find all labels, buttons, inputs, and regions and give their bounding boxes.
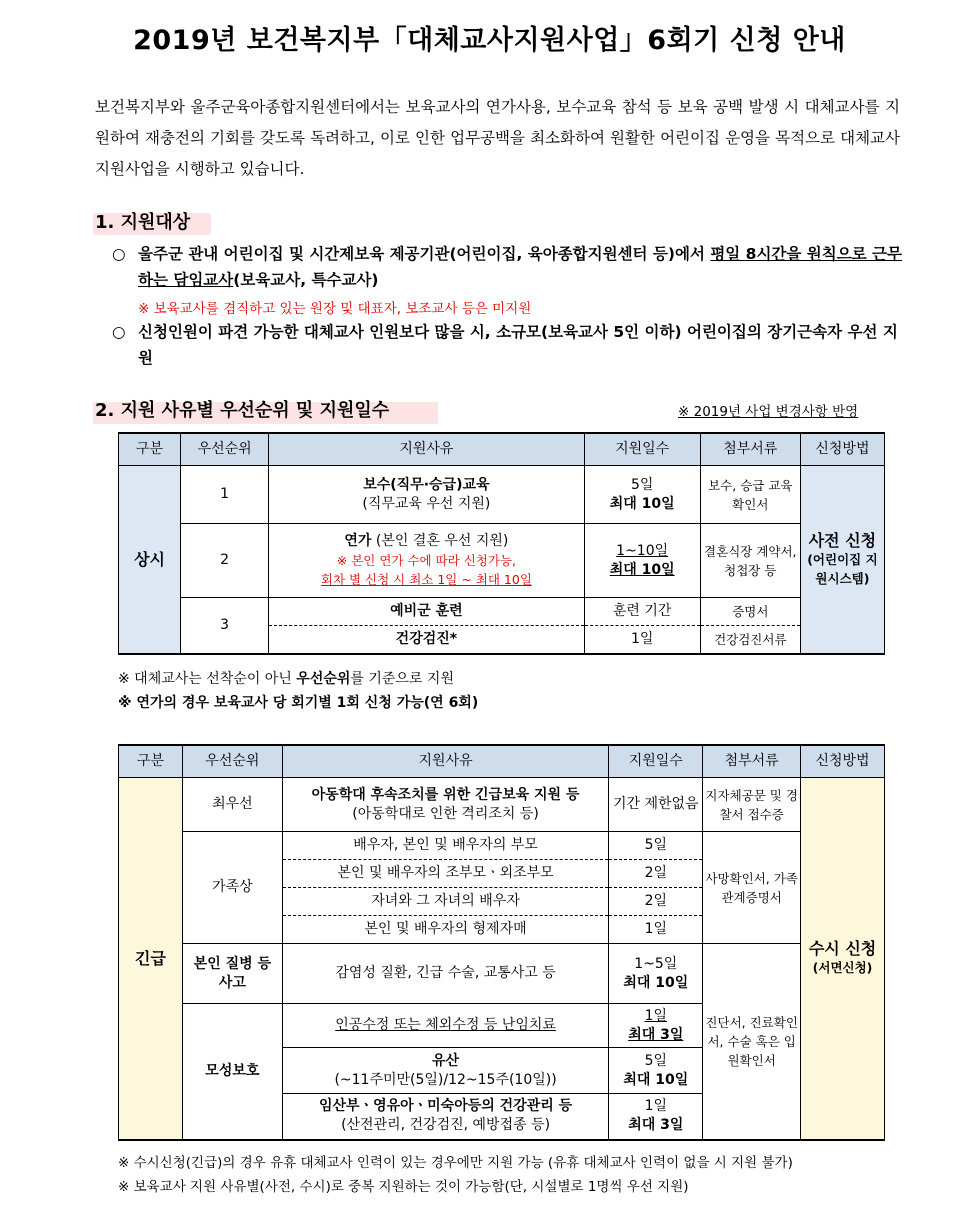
note-emergency: ※ 수시신청(긴급)의 경우 유휴 대체교사 인력이 있는 경우에만 지원 가능 (유휴 대체교사 인력이 없을 시 지원 불가) [118,1155,793,1171]
docs-cell: 건강검진서류 [700,626,800,654]
intro-paragraph: 보건복지부와 울주군육아종합지원센터에서는 보육교사의 연가사용, 보수교육 참석 등 보육 공백 발생 시 대체교사를 지원하여 재충전의 기회를 갖도록 독려하고, 이로 인한 업무공백을 최소화하여 원활한 어린이집 운영을 목적으로 대체교사지원사업을 시행하고 있습니다. [95,98,900,178]
docs-cell: 보수, 승급 교육확인서 [700,466,800,524]
emergency-support-table [118,744,885,1141]
reason-cell: 임산부ㆍ영유아ㆍ미숙아등의 건강관리 등 (산전관리, 건강검진, 예방접종 등) [282,1094,609,1140]
section1-heading: 1. 지원대상 [95,212,191,233]
docs-cell: 증명서 [700,598,800,626]
days-cell: 훈련 기간 [584,598,700,626]
days-cell: 2일 [609,888,703,916]
change-note: ※ 2019년 사업 변경사항 반영 [678,404,859,420]
docs-cell: 지자체공문 및 경찰서 접수증 [703,778,801,832]
rank-cell: 2 [181,524,269,598]
target-bullet-1 [112,241,902,293]
note-duplicate: ※ 보육교사 지원 사유별(사전, 수시)로 중복 지원하는 것이 가능함(단, 시설별로 1명씩 우선 지원) [118,1179,689,1195]
reason-cell: 자녀와 그 자녀의 배우자 [282,888,609,916]
target-text-a: 울주군 관내 어린이집 및 시간제보육 제공기관(어린이집, 육아종합지원센터 등)에서 [138,245,711,263]
section2-heading: 2. 지원 사유별 우선순위 및 지원일수 [95,400,390,421]
rank-cell: 본인 질병 등 사고 [182,944,282,1004]
docs-cell: 사망확인서, 가족관계증명서 [703,832,801,944]
page-title: 2019년 보건복지부「대체교사지원사업」6회기 신청 안내 [133,25,846,56]
rank-cell: 1 [181,466,269,524]
regular-support-table [118,432,885,655]
days-cell: 1~5일 최대 10일 [609,944,703,1004]
rank-cell: 모성보호 [182,1004,282,1140]
category-regular: 상시 [119,466,181,654]
reason-cell: 연가 (본인 결혼 우선 지원) ※ 본인 연가 수에 따라 신청가능, 회차 별 신청 시 최소 1일 ~ 최대 10일 [269,524,584,598]
exclusion-note: ※ 보육교사를 겸직하고 있는 원장 및 대표자, 보조교사 등은 미지원 [138,301,532,317]
header-category: 구분 [119,433,181,466]
header-priority: 우선순위 [181,433,269,466]
bullet-mark: ○ [112,245,126,263]
header-method: 신청방법 [800,433,884,466]
days-cell: 5일 최대 10일 [609,1048,703,1094]
header-docs: 첨부서류 [700,433,800,466]
days-cell: 1~10일 최대 10일 [584,524,700,598]
note-priority: ※ 대체교사는 선착순이 아닌 우선순위를 기준으로 지원 [118,671,454,687]
docs-cell: 결혼식장 계약서, 청첩장 등 [700,524,800,598]
note-leave: ※ 연가의 경우 보육교사 당 회기별 1회 신청 가능(연 6회) [118,695,479,711]
header-method: 신청방법 [801,745,885,778]
header-days: 지원일수 [609,745,703,778]
rank-cell: 최우선 [182,778,282,832]
header-docs: 첨부서류 [703,745,801,778]
reason-cell: 유산 (~11주미만(5일)/12~15주(10일)) [282,1048,609,1094]
header-reason: 지원사유 [282,745,609,778]
days-cell: 5일 최대 10일 [584,466,700,524]
days-cell: 기간 제한없음 [609,778,703,832]
reason-cell: 감염성 질환, 긴급 수술, 교통사고 등 [282,944,609,1004]
method-cell: 사전 신청 (어린이집 지원시스템) [800,466,884,654]
reason-cell: 건강검진* [269,626,584,654]
target-text-underlined: 평일 8시간을 원칙으로 근무하는 담임교사 [138,245,902,289]
rank-cell: 가족상 [182,832,282,944]
header-category: 구분 [119,745,183,778]
reason-cell: 인공수정 또는 체외수정 등 난임치료 [282,1004,609,1048]
days-cell: 1일 [584,626,700,654]
reason-cell: 배우자, 본인 및 배우자의 부모 [282,832,609,860]
header-priority: 우선순위 [182,745,282,778]
days-cell: 1일 최대 3일 [609,1094,703,1140]
priority-text: 신청인원이 파견 가능한 대체교사 인원보다 많을 시, 소규모(보육교사 5인 이하) 어린이집의 장기근속자 우선 지원 [138,323,898,367]
reason-cell: 예비군 훈련 [269,598,584,626]
method-cell: 수시 신청 (서면신청) [801,778,885,1140]
reason-cell: 보수(직무·승급)교육 (직무교육 우선 지원) [269,466,584,524]
docs-cell: 진단서, 진료확인서, 수술 혹은 입원확인서 [703,944,801,1140]
reason-cell: 본인 및 배우자의 조부모ㆍ외조부모 [282,860,609,888]
category-emergency: 긴급 [119,778,183,1140]
rank-cell: 3 [181,598,269,654]
target-text-b: (보육교사, 특수교사) [233,271,379,289]
reason-cell: 아동학대 후속조치를 위한 긴급보육 지원 등 (아동학대로 인한 격리조치 등) [282,778,609,832]
days-cell: 5일 [609,832,703,860]
target-bullet-2 [112,319,902,371]
days-cell: 1일 최대 3일 [609,1004,703,1048]
days-cell: 1일 [609,916,703,944]
header-reason: 지원사유 [269,433,584,466]
header-days: 지원일수 [584,433,700,466]
days-cell: 2일 [609,860,703,888]
reason-cell: 본인 및 배우자의 형제자매 [282,916,609,944]
bullet-mark: ○ [112,323,126,341]
